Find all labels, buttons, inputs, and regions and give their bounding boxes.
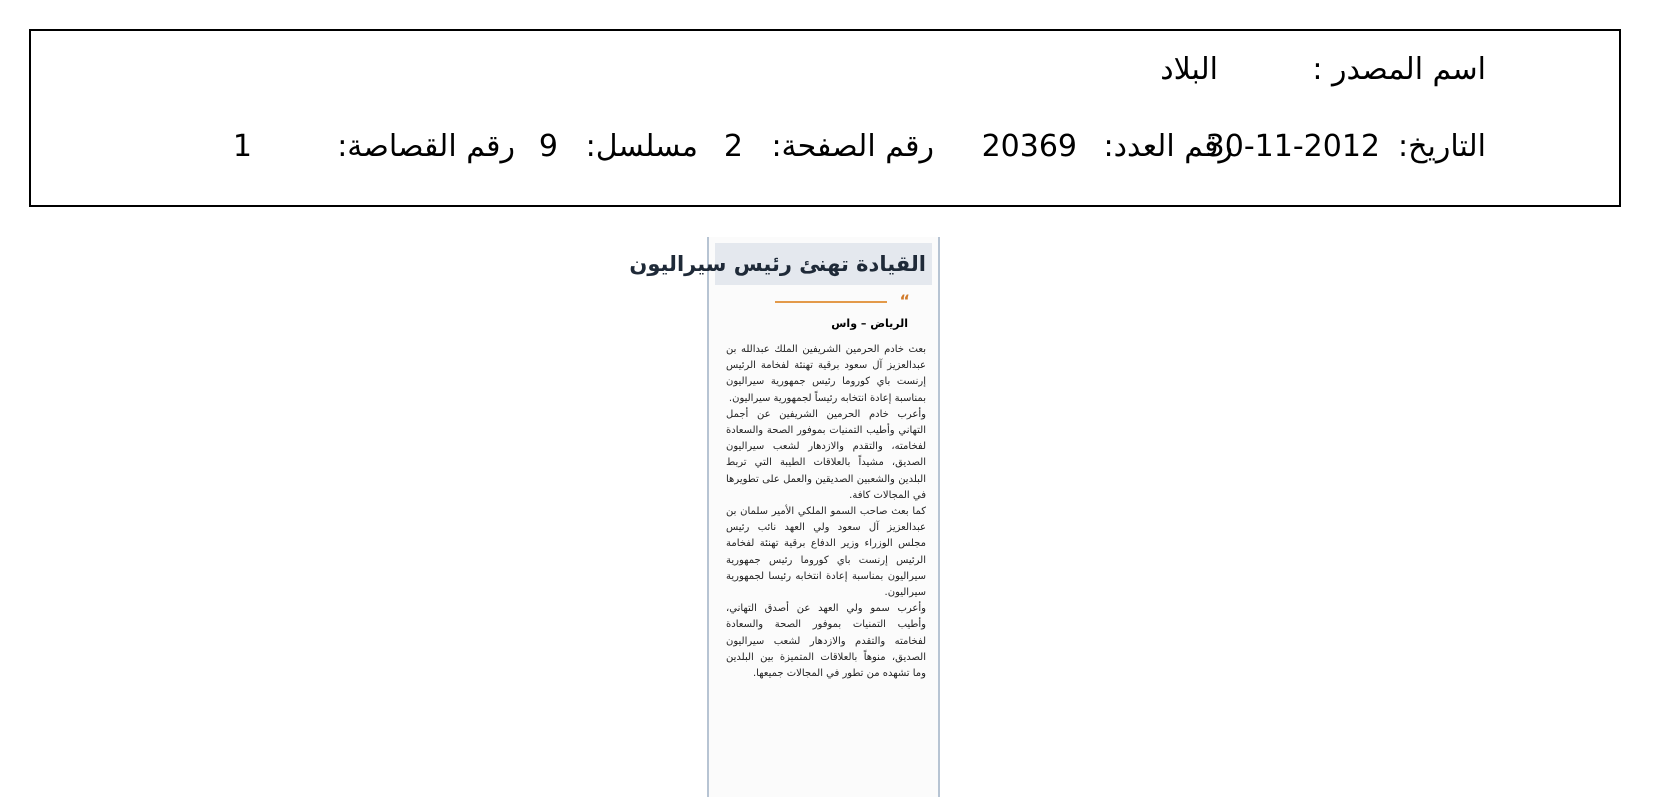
article-byline: الرياض – واس <box>831 317 908 330</box>
article-paragraph: وأعرب سمو ولي العهد عن أصدق التهاني، وأطيب التمنيات بموفور الصحة والسعادة لفخامته والتقدم والازدهار لشعب سيراليون الصديق، منوهاً بالعلاقات المتميزة بين البلدين وما تشهده من تطور في المجالات جميعها. <box>726 603 926 680</box>
source-label: اسم المصدر : <box>1312 52 1486 87</box>
decorative-rule <box>775 301 887 303</box>
issue-value: 20369 <box>981 129 1077 164</box>
article-paragraph: بعث خادم الحرمين الشريفين الملك عبدالله بن عبدالعزيز آل سعود برقية تهنئة لفخامة الرئيس إرنست باي كوروما رئيس جمهورية سيراليون بمناسبة إعادة انتخابه رئيساً لجمهورية سيراليون. <box>726 344 926 404</box>
source-value: البلاد <box>1160 52 1218 87</box>
date-value: 30-11-2012 <box>1205 129 1380 164</box>
serial-value: 9 <box>538 129 558 164</box>
clip-number-value: 1 <box>232 129 252 164</box>
article-paragraph: كما بعث صاحب السمو الملكي الأمير سلمان بن عبدالعزيز آل سعود ولي العهد نائب رئيس مجلس الوزراء وزير الدفاع برقية تهنئة لفخامة الرئيس إرنست باي كوروما رئيس جمهورية سيراليون بمناسبة إعادة انتخابه رئيسا لجمهورية سيراليون. <box>726 506 926 599</box>
page-label: رقم الصفحة: <box>771 129 934 164</box>
headline-band <box>629 243 932 285</box>
issue-label: رقم العدد: <box>1103 129 1233 164</box>
article-paragraph: وأعرب خادم الحرمين الشريفين عن أجمل التهاني وأطيب التمنيات بموفور الصحة والسعادة لفخامته، والتقدم والازدهار لشعب سيراليون الصديق، مشيداً بالعلاقات الطيبة التي تربط البلدين والشعبين الصديقين والعمل على تطويرها في المجالات كافة. <box>726 408 926 501</box>
page-value: 2 <box>723 129 743 164</box>
newspaper-clipping <box>629 237 940 797</box>
date-label: التاريخ: <box>1398 129 1486 164</box>
quote-mark-icon: “ <box>899 291 910 310</box>
clip-number-label: رقم القصاصة: <box>337 129 515 164</box>
serial-label: مسلسل: <box>585 129 698 164</box>
article-headline: القيادة تهنئ رئيس سيراليون <box>629 252 926 276</box>
article-body <box>726 342 926 682</box>
